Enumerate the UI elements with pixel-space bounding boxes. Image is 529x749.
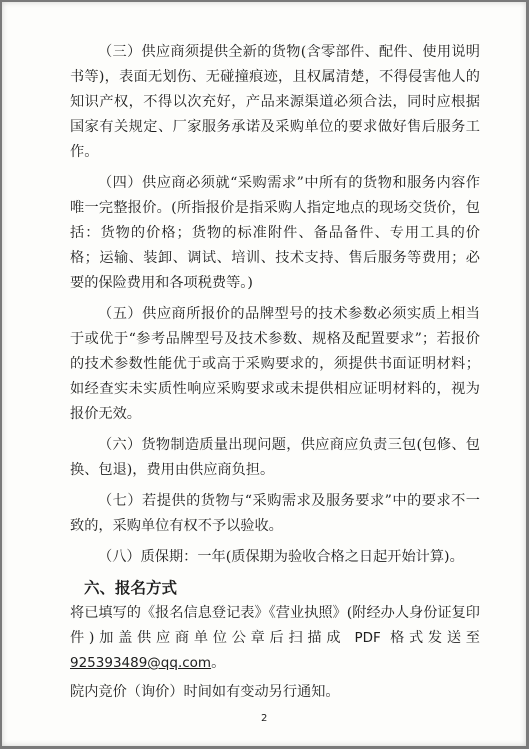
document-page [2,2,526,746]
clause-8-paragraph: （八）质保期：一年(质保期为验收合格之日起开始计算)。 [98,549,464,565]
email-link[interactable]: 925393489@qq.com [70,655,212,671]
pdf-format-label: PDF [354,630,381,646]
registration-text-part1: 将已填写的《报名信息登记表》《营业执照》(附经办人身份证复印件)加盖供应商单位公章后扫描成 [70,605,480,646]
page-number: 2 [261,713,268,724]
clause-7-paragraph: （七）若提供的货物与“采购需求及服务要求”中的要求不一致的，采购单位有权不予以验收。 [70,493,480,534]
clause-3-paragraph: （三）供应商须提供全新的货物(含零部件、配件、使用说明书等)，表面无划伤、无碰撞痕迹，且权属清楚，不得侵害他人的知识产权，不得以次充好，产品来源渠道必须合法，同时应根据国家有关规定、厂家服务承诺及采购单位的要求做好售后服务工作。 [70,44,480,160]
section-heading: 六、报名方式 [84,579,178,597]
registration-paragraph [70,601,480,676]
closing-line: 院内竞价（询价）时间如有变动另行通知。 [70,684,340,700]
clause-5-paragraph: （五）供应商所报价的品牌型号的技术参数必须实质上相当于或优于“参考品牌型号及技术参数、规格及配置要求”；若报价的技术参数性能优于或高于采购要求的，须提供书面证明材料；如经查实未实质性响应采购要求或未提供相应证明材料的，视为报价无效。 [70,306,480,422]
registration-text-part3: 。 [211,655,226,671]
clause-4-paragraph: （四）供应商必须就“采购需求”中所有的货物和服务内容作唯一完整报价。(所指报价是指采购人指定地点的现场交货价，包括：货物的价格；货物的标准附件、备品备件、专用工具的价格；运输、装卸、调试、培训、技术支持、售后服务等费用；必要的保险费用和各项税费等。) [70,175,480,291]
document-body [70,40,480,711]
registration-text-part2: 格式发送至 [390,630,480,646]
clause-6-paragraph: （六）货物制造质量出现问题，供应商应负责三包(包修、包换、包退)，费用由供应商负担。 [70,437,480,478]
